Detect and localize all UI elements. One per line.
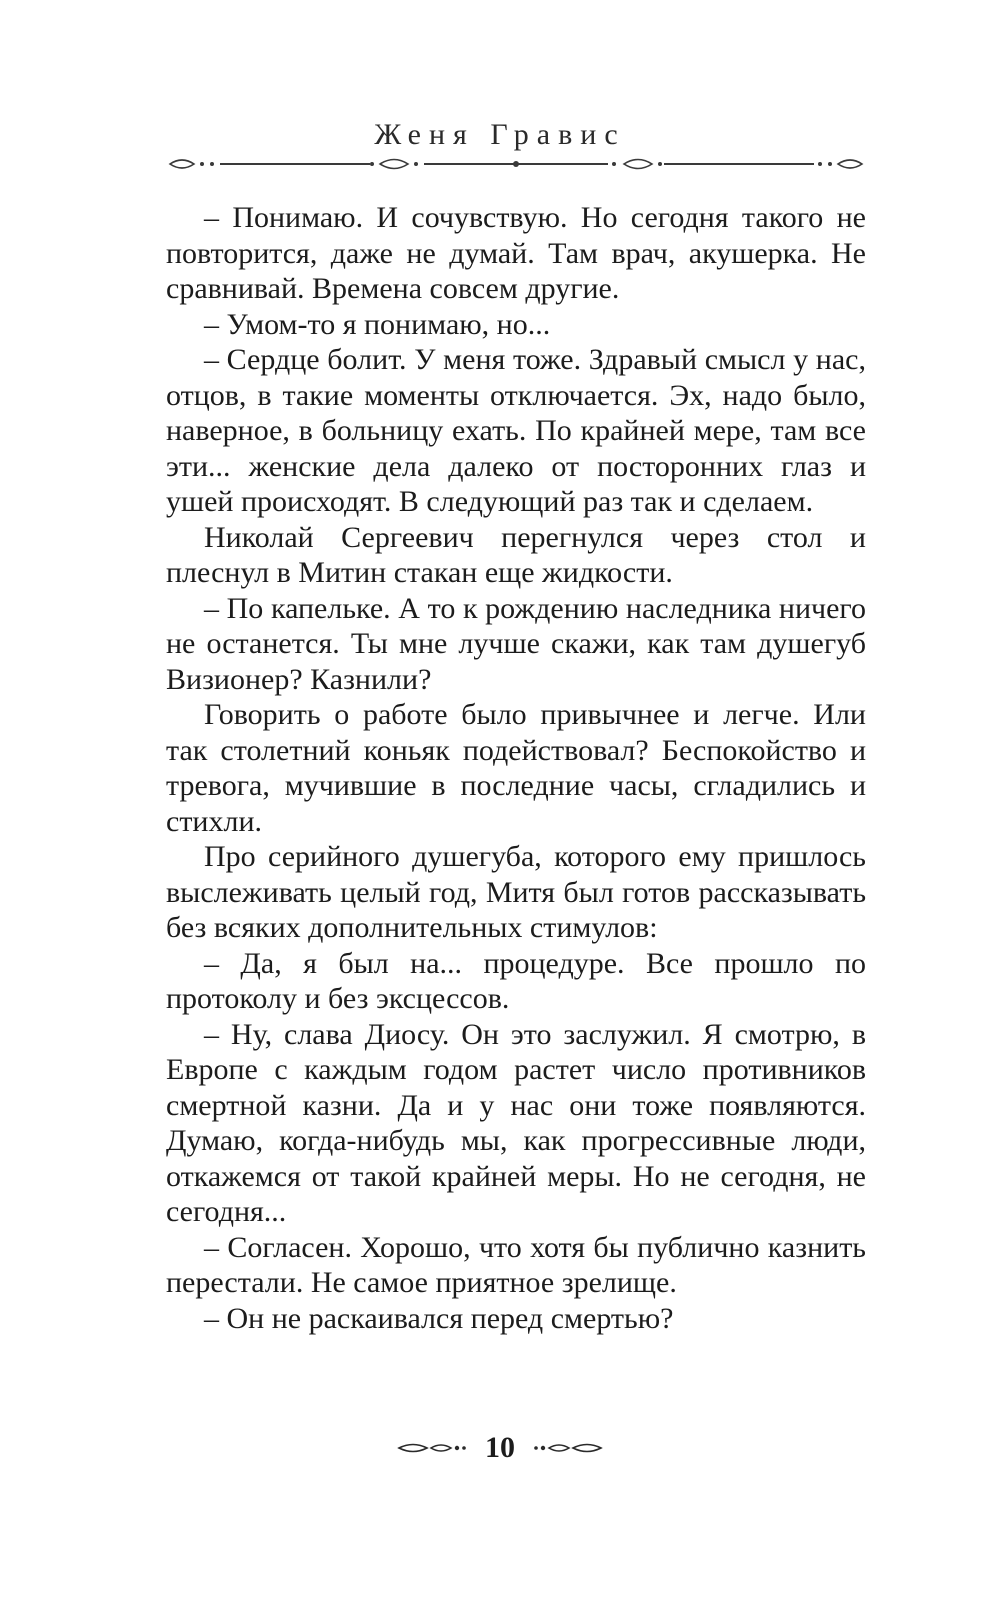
footer-ornament-left-icon — [397, 1438, 467, 1458]
paragraph: – Он не раскаивался перед смертью? — [204, 1301, 674, 1335]
header-ornament-divider — [168, 152, 864, 176]
paragraph: – Да, я был на... процедуре. Все прошло по протоколу и без эксцессов. — [166, 946, 866, 1015]
paragraph: Николай Сергеевич перегнулся через стол и плеснул в Митин стакан еще жидкости. — [166, 520, 866, 589]
footer-ornament-right-icon — [533, 1438, 603, 1458]
paragraph: Говорить о работе было привычнее и легче. Или так столетний коньяк подействовал? Беспокойство и тревога, мучившие в последние часы, сгладились и стихли. — [166, 698, 866, 838]
paragraph: – Ну, слава Диосу. Он это заслужил. Я смотрю, в Европе с каждым годом растет число противников смертной казни. Да и у нас они тоже появляются. Думаю, когда-нибудь мы, как прогрессивные люди, откажемся от такой крайней меры. Но не сегодня, не сегодня... — [166, 1017, 866, 1228]
paragraph: – Согласен. Хорошо, что хотя бы публично казнить перестали. Не самое приятное зрелище. — [166, 1230, 866, 1299]
paragraph: Про серийного душегуба, которого ему пришлось выслеживать целый год, Митя был готов рассказывать без всяких дополнительных стимулов: — [166, 840, 866, 944]
page-number: 10 — [485, 1431, 515, 1464]
paragraph: – Сердце болит. У меня тоже. Здравый смысл у нас, отцов, в такие моменты отключается. Эх, надо было, наверное, в больницу ехать. По крайней мере, там все эти... женские дела далеко от посторонних глаз и ушей происходят. В следующий раз так и сделаем. — [166, 343, 866, 518]
page-footer — [0, 1428, 1000, 1468]
body-text — [166, 200, 866, 1336]
running-head-author: Женя Гравис — [374, 118, 626, 151]
paragraph: – По капельке. А то к рождению наследника ничего не останется. Ты мне лучше скажи, как там душегуб Визионер? Казнили? — [166, 591, 866, 696]
paragraph: – Умом-то я понимаю, но... — [204, 307, 551, 341]
paragraph: – Понимаю. И сочувствую. Но сегодня такого не повторится, даже не думай. Там врач, акушерка. Не сравнивай. Времена совсем другие. — [166, 201, 866, 305]
